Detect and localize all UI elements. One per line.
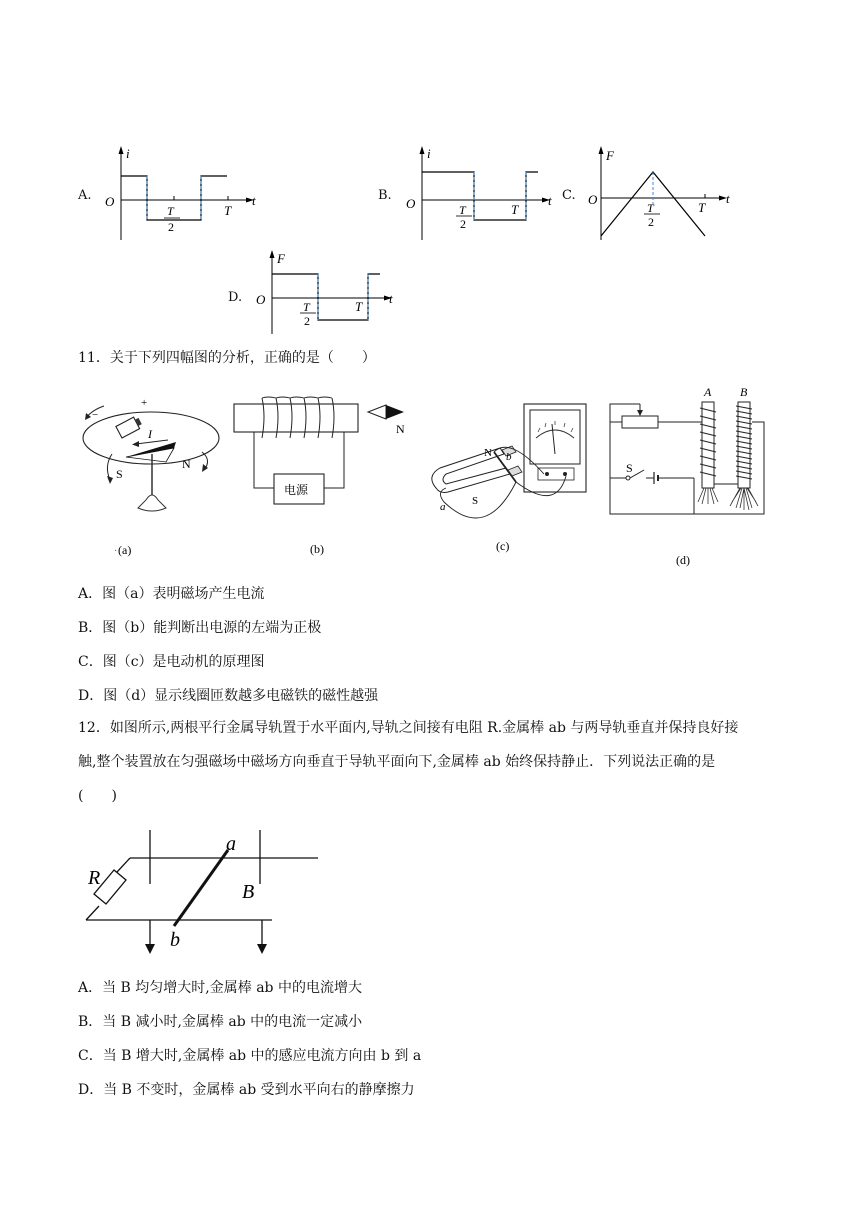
figure-a-caption: (a): [118, 543, 132, 557]
q12-stem-line1: 12．如图所示,两根平行金属导轨置于水平面内,导轨之间接有电阻 R.金属棒 ab 与两导轨垂直并保持良好接: [78, 720, 739, 736]
magnet-north-label: N: [484, 447, 492, 459]
graph-b-origin: O: [406, 196, 416, 211]
field-label: B: [242, 881, 255, 903]
q12-option-b: B．当 B 减小时,金属棒 ab 中的电流一定减小: [78, 1014, 363, 1030]
graph-b: [400, 140, 570, 250]
graph-c-xlabel: t: [726, 191, 730, 206]
graph-d-letter: D.: [228, 290, 243, 305]
graph-c-ylabel: F: [606, 148, 614, 163]
graph-a-letter: A.: [78, 188, 92, 203]
graph-c: [585, 140, 750, 250]
resistor-label: R: [88, 867, 101, 889]
q11-figure-d: [604, 384, 774, 569]
battery-minus-label: −: [92, 409, 99, 421]
q11-figure-c: [426, 392, 606, 562]
graph-c-origin: O: [588, 192, 598, 207]
power-source-label: 电源: [284, 483, 309, 497]
stray-mark: ·: [114, 546, 118, 557]
graph-a-ylabel: i: [126, 146, 130, 161]
graph-d-half-num: T: [303, 300, 310, 314]
graph-a-period: T: [224, 203, 232, 218]
q12-figure: [78, 822, 328, 962]
q12-option-d: D．当 B 不变时，金属棒 ab 受到水平向右的静摩擦力: [78, 1082, 415, 1098]
graph-d-period: T: [355, 299, 363, 314]
magnet-south-label: S: [472, 495, 479, 507]
graph-d-half-den: 2: [304, 314, 310, 328]
graph-b-period: T: [511, 202, 519, 217]
q11-figure-a: [76, 390, 226, 565]
q11-stem: 11．关于下列四幅图的分析，正确的是（ ）: [78, 350, 376, 366]
graph-d-origin: O: [256, 292, 266, 307]
graph-b-letter: B.: [378, 188, 392, 203]
rod-end-b-label: b: [170, 929, 180, 951]
coil-b-label: B: [740, 385, 748, 399]
q12-stem-line2: 触,整个装置放在匀强磁场中磁场方向垂直于导轨平面向下,金属棒 ab 始终保持静止．下列说法正确的是: [78, 754, 716, 770]
q11-figure-b: [228, 390, 428, 565]
graph-a: [100, 140, 270, 250]
q12-stem-line3: ( ): [78, 788, 117, 804]
graph-a-half-den: 2: [168, 220, 174, 234]
battery-plus-label: +: [141, 397, 148, 409]
q11-option-c: C．图（c）是电动机的原理图: [78, 654, 265, 670]
graph-b-xlabel: t: [548, 193, 552, 208]
switch-label: S: [626, 461, 633, 475]
q12-option-c: C．当 B 增大时,金属棒 ab 中的感应电流方向由 b 到 a: [78, 1048, 422, 1064]
graph-a-xlabel: t: [252, 193, 256, 208]
graph-c-half-den: 2: [648, 215, 654, 229]
graph-d-ylabel: F: [277, 251, 285, 266]
q11-option-a: A．图（a）表明磁场产生电流: [78, 586, 265, 602]
figure-d-caption: (d): [676, 553, 690, 567]
graph-b-half-den: 2: [460, 217, 466, 231]
graph-a-half-num: T: [167, 204, 174, 218]
rod-end-b-label: b: [506, 451, 512, 463]
rod-end-a-label: a: [440, 501, 446, 513]
q11-option-d: D．图（d）显示线圈匝数越多电磁铁的磁性越强: [78, 688, 379, 704]
q11-option-b: B．图（b）能判断出电源的左端为正极: [78, 620, 322, 636]
graph-c-letter: C.: [562, 188, 576, 203]
figure-b-caption: (b): [310, 542, 324, 556]
graph-d: [250, 246, 410, 338]
needle-north-label: N: [182, 457, 191, 471]
graph-d-xlabel: t: [389, 291, 393, 306]
needle-south-label: S: [116, 467, 123, 481]
current-label: I: [148, 427, 152, 441]
figure-c-caption: (c): [496, 539, 510, 553]
graph-b-half-num: T: [459, 203, 466, 217]
coil-a-label: A: [704, 385, 712, 399]
rod-end-a-label: a: [226, 833, 236, 855]
graph-b-ylabel: i: [427, 146, 431, 161]
graph-c-half-num: T: [647, 201, 654, 215]
graph-a-origin: O: [105, 194, 115, 209]
q12-option-a: A．当 B 均匀增大时,金属棒 ab 中的电流增大: [78, 980, 362, 996]
graph-c-period: T: [698, 200, 706, 215]
compass-north-label: N: [396, 422, 405, 436]
